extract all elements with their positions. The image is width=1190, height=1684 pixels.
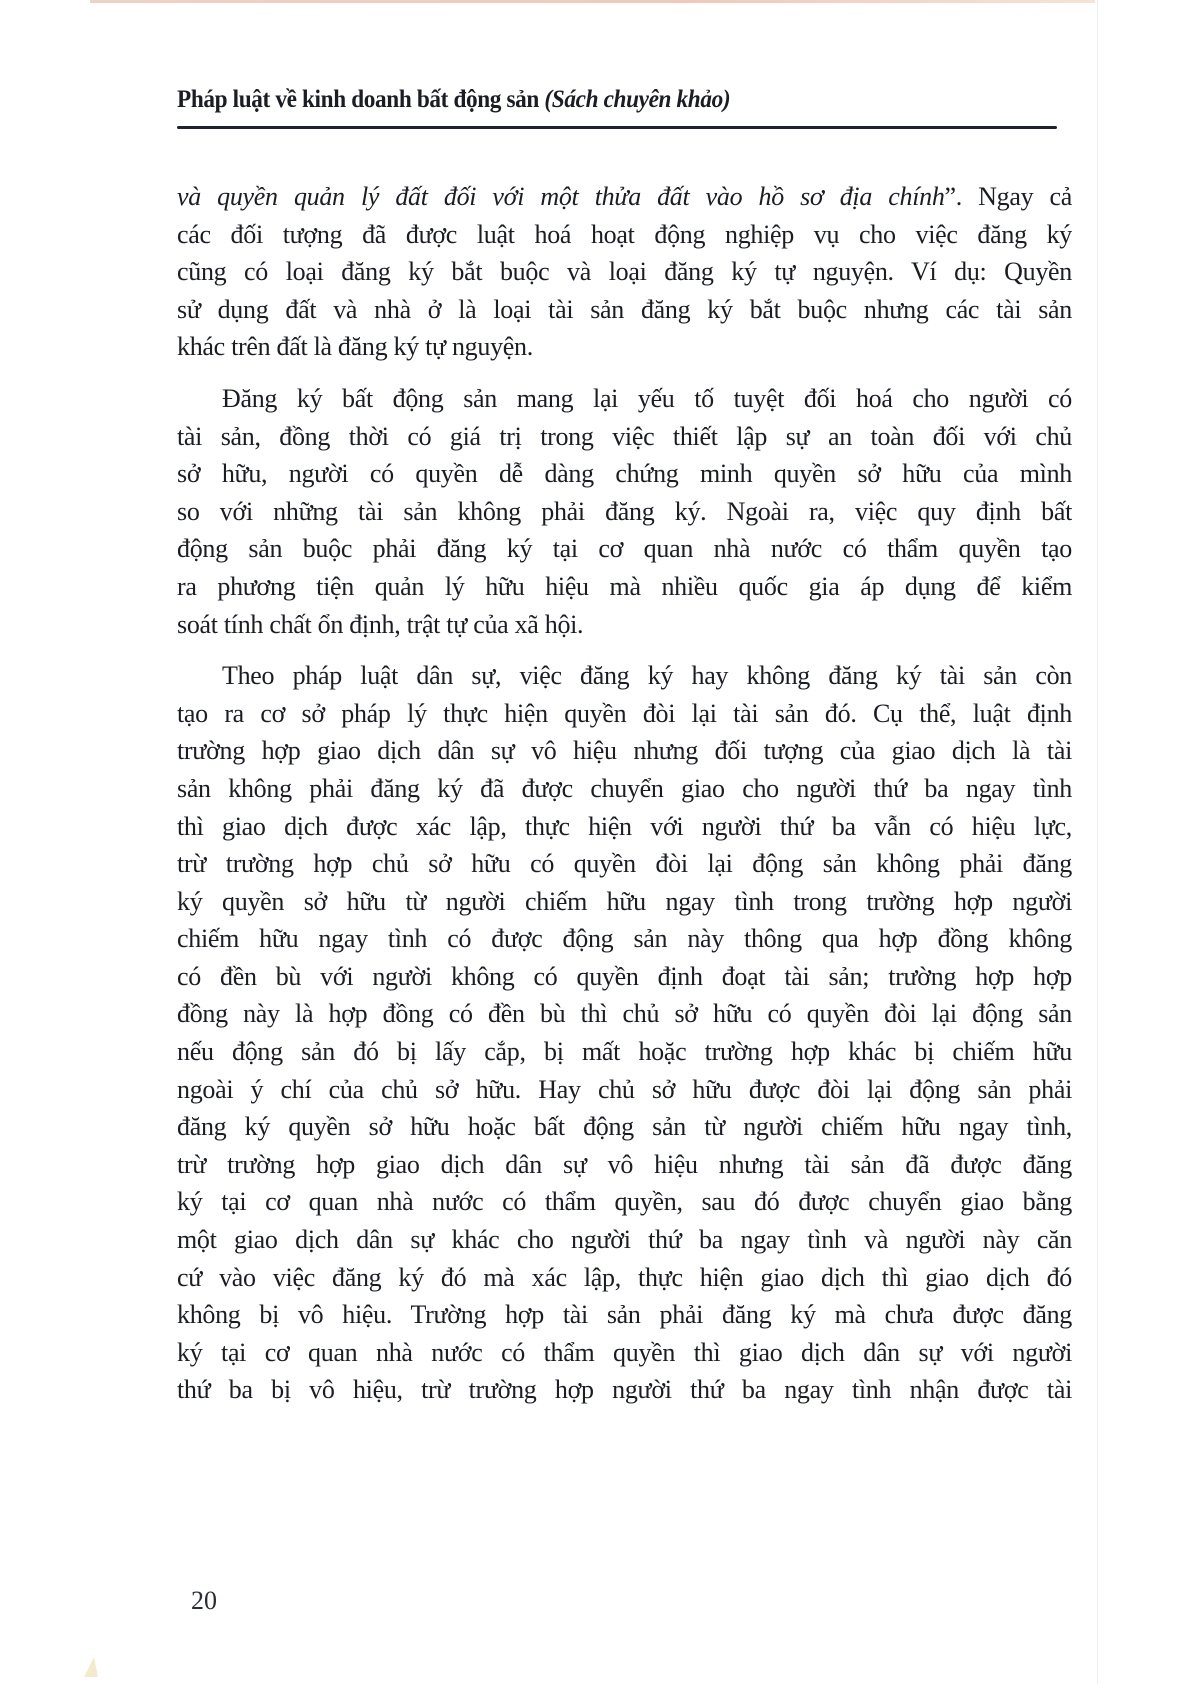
italic-quote: và quyền quản lý đất đối với một thửa đất vào hồ sơ địa chính — [177, 182, 945, 211]
text-line: trừ trường hợp chủ sở hữu có quyền đòi lại động sản không phải đăng — [177, 849, 1072, 879]
header-rule — [177, 126, 1057, 129]
text-line: sản không phải đăng ký đã được chuyển giao cho người thứ ba ngay tình — [177, 773, 1072, 803]
text-line: soát tính chất ổn định, trật tự của xã hội. — [177, 609, 584, 639]
text-line: ký tại cơ quan nhà nước có thẩm quyền thì giao dịch dân sự với người — [177, 1337, 1072, 1367]
running-header — [177, 86, 1072, 114]
text-line: cũng có loại đăng ký bắt buộc và loại đăng ký tự nguyện. Ví dụ: Quyền — [177, 257, 1072, 287]
text-line: có đền bù với người không có quyền định đoạt tài sản; trường hợp hợp — [177, 961, 1072, 991]
text-line: thì giao dịch được xác lập, thực hiện với người thứ ba vẫn có hiệu lực, — [177, 811, 1072, 841]
text-line: sở hữu, người có quyền dễ dàng chứng minh quyền sở hữu của mình — [177, 459, 1072, 489]
text-line: Theo pháp luật dân sự, việc đăng ký hay không đăng ký tài sản còn — [222, 661, 1072, 691]
body-text — [177, 178, 1072, 1423]
text-line: khác trên đất là đăng ký tự nguyện. — [177, 332, 533, 362]
text-line: trừ trường hợp giao dịch dân sự vô hiệu nhưng tài sản đã được đăng — [177, 1149, 1072, 1179]
text-line: so với những tài sản không phải đăng ký. Ngoài ra, việc quy định bất — [177, 496, 1072, 526]
text-line: đồng này là hợp đồng có đền bù thì chủ sở hữu có quyền đòi lại động sản — [177, 999, 1072, 1029]
text-line: và quyền quản lý đất đối với một thửa đất vào hồ sơ địa chính”. Ngay cả — [177, 182, 1072, 211]
text-line: nếu động sản đó bị lấy cắp, bị mất hoặc trường hợp khác bị chiếm hữu — [177, 1037, 1072, 1067]
text-line: ra phương tiện quản lý hữu hiệu mà nhiều quốc gia áp dụng để kiểm — [177, 571, 1072, 601]
book-title — [177, 86, 1009, 114]
text-line: tài sản, đồng thời có giá trị trong việc thiết lập sự an toàn đối với chủ — [177, 421, 1072, 451]
text-line: chiếm hữu ngay tình có được động sản này thông qua hợp đồng không — [177, 924, 1072, 954]
text-line: một giao dịch dân sự khác cho người thứ ba ngay tình và người này căn — [177, 1225, 1072, 1255]
page-corner-mark — [84, 1657, 98, 1677]
paragraph-3 — [177, 657, 1072, 1409]
text-line: các đối tượng đã được luật hoá hoạt động nghiệp vụ cho việc đăng ký — [177, 219, 1072, 249]
text-line: ký tại cơ quan nhà nước có thẩm quyền, sau đó được chuyển giao bằng — [177, 1187, 1072, 1217]
text-line: Đăng ký bất động sản mang lại yếu tố tuyệt đối hoá cho người có — [222, 383, 1072, 413]
paragraph-1 — [177, 178, 1072, 366]
text-line: động sản buộc phải đăng ký tại cơ quan nhà nước có thẩm quyền tạo — [177, 534, 1072, 564]
text-line: không bị vô hiệu. Trường hợp tài sản phải đăng ký mà chưa được đăng — [177, 1300, 1072, 1330]
text-line: thứ ba bị vô hiệu, trừ trường hợp người thứ ba ngay tình nhận được tài — [177, 1375, 1072, 1405]
text-line: tạo ra cơ sở pháp lý thực hiện quyền đòi lại tài sản đó. Cụ thể, luật định — [177, 698, 1072, 728]
book-subtitle: (Sách chuyên khảo) — [544, 86, 731, 113]
text-line: ngoài ý chí của chủ sở hữu. Hay chủ sở hữu được đòi lại động sản phải — [177, 1074, 1072, 1104]
paragraph-2 — [177, 380, 1072, 643]
page-right-edge — [1097, 0, 1098, 1684]
page-top-edge — [90, 0, 1095, 3]
text-line: đăng ký quyền sở hữu hoặc bất động sản từ người chiếm hữu ngay tình, — [177, 1112, 1072, 1142]
text-line: sử dụng đất và nhà ở là loại tài sản đăng ký bắt buộc nhưng các tài sản — [177, 294, 1072, 324]
text-line: ký quyền sở hữu từ người chiếm hữu ngay tình trong trường hợp người — [177, 886, 1072, 916]
text-line: cứ vào việc đăng ký đó mà xác lập, thực hiện giao dịch thì giao dịch đó — [177, 1262, 1072, 1292]
page-number: 20 — [191, 1586, 217, 1615]
text-line: trường hợp giao dịch dân sự vô hiệu nhưng đối tượng của giao dịch là tài — [177, 736, 1072, 766]
book-title-main: Pháp luật về kinh doanh bất động sản — [177, 86, 545, 113]
